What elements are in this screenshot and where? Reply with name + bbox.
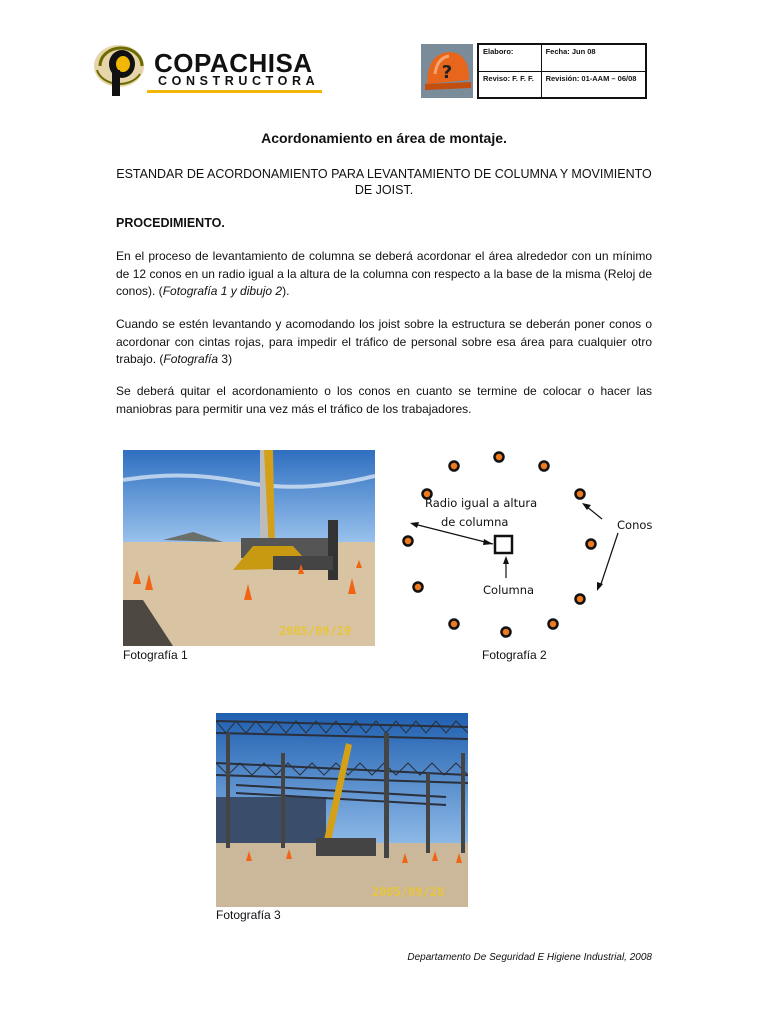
photo-3-joist-installation bbox=[216, 713, 468, 907]
cone-marker bbox=[576, 490, 585, 499]
cone-marker bbox=[587, 540, 596, 549]
document-title: Acordonamiento en área de montaje. bbox=[261, 130, 507, 146]
cone-marker bbox=[576, 595, 585, 604]
paragraph-2-reference: Fotografía bbox=[163, 352, 219, 366]
cone-marker bbox=[450, 462, 459, 471]
cone-marker bbox=[414, 583, 423, 592]
diagram-radius-label-1: Radio igual a altura bbox=[425, 496, 538, 510]
paragraph-1-reference: Fotografía 1 y dibujo 2 bbox=[162, 284, 283, 298]
diagram-radius-label-2: de columna bbox=[441, 515, 509, 529]
safety-helmet-icon bbox=[421, 44, 473, 98]
photo-1-date-stamp: 2005/09/19 bbox=[279, 624, 352, 638]
photo-3-date-stamp: 2005/09/28 bbox=[372, 885, 445, 899]
cone-marker bbox=[540, 462, 549, 471]
section-heading: PROCEDIMIENTO. bbox=[116, 216, 225, 230]
logo-underline bbox=[147, 90, 322, 93]
paragraph-1-text: En el proceso de levantamiento de columna se deberá acordonar el área alrededor con un mínimo de 12 conos en un radio igual a la altura de la columna con respecto a la base de la misma (Reloj de conos). ( bbox=[116, 249, 652, 298]
logo-tagline: CONSTRUCTORA bbox=[158, 74, 320, 88]
cone-marker bbox=[502, 628, 511, 637]
paragraph-3: Se deberá quitar el acordonamiento o los conos en cuanto se termine de colocar o hacer las maniobras para permitir una vez más el tráfico de los trabajadores. bbox=[116, 384, 652, 416]
paragraph-2-text: Cuando se estén levantando y acomodando los joist sobre la estructura se deberán poner conos o acordonar con cintas rojas, para impedir el tráfico de personal sobre esa área para cualquier otro trabajo. ( bbox=[116, 317, 652, 366]
document-control-table bbox=[477, 43, 647, 99]
page-footer: Departamento De Seguridad E Higiene Industrial, 2008 bbox=[407, 952, 652, 963]
photo-1-column-lifting bbox=[123, 450, 375, 646]
arrow-head bbox=[410, 522, 419, 528]
photo-3-caption: Fotografía 3 bbox=[216, 908, 281, 922]
arrow-head bbox=[503, 556, 509, 564]
cone-marker bbox=[495, 453, 504, 462]
svg-text:?: ? bbox=[441, 62, 453, 83]
column-square bbox=[495, 536, 512, 553]
arrow-head bbox=[597, 582, 603, 591]
reviso-cell: Reviso: F. F. F. bbox=[478, 71, 541, 98]
arrow-head bbox=[483, 539, 493, 545]
logo-mark-icon bbox=[92, 40, 152, 98]
diagram-cones-label: Conos bbox=[617, 518, 653, 532]
cone-marker bbox=[404, 537, 413, 546]
fecha-cell: Fecha: Jun 08 bbox=[541, 44, 646, 71]
photo-1-caption: Fotografía 1 bbox=[123, 648, 188, 662]
revision-cell: Revisión: 01-AAM – 06/08 bbox=[541, 71, 646, 98]
logo-name: COPACHISA bbox=[154, 48, 313, 78]
company-logo bbox=[92, 40, 324, 98]
paragraph-1 bbox=[116, 248, 652, 301]
paragraph-2 bbox=[116, 316, 652, 369]
cone-clock-diagram bbox=[396, 445, 666, 645]
diagram-column-label: Columna bbox=[483, 583, 535, 597]
cone-marker bbox=[450, 620, 459, 629]
cone-marker bbox=[549, 620, 558, 629]
document-subtitle: ESTANDAR DE ACORDONAMIENTO PARA LEVANTAMIENTO DE COLUMNA Y MOVIMIENTO DE JOIST. bbox=[116, 167, 652, 197]
paragraph-2-end: 3) bbox=[218, 352, 233, 366]
diagram-caption: Fotografía 2 bbox=[482, 648, 547, 662]
paragraph-1-end: ). bbox=[282, 284, 290, 298]
elaboro-cell: Elaboro: bbox=[478, 44, 541, 71]
